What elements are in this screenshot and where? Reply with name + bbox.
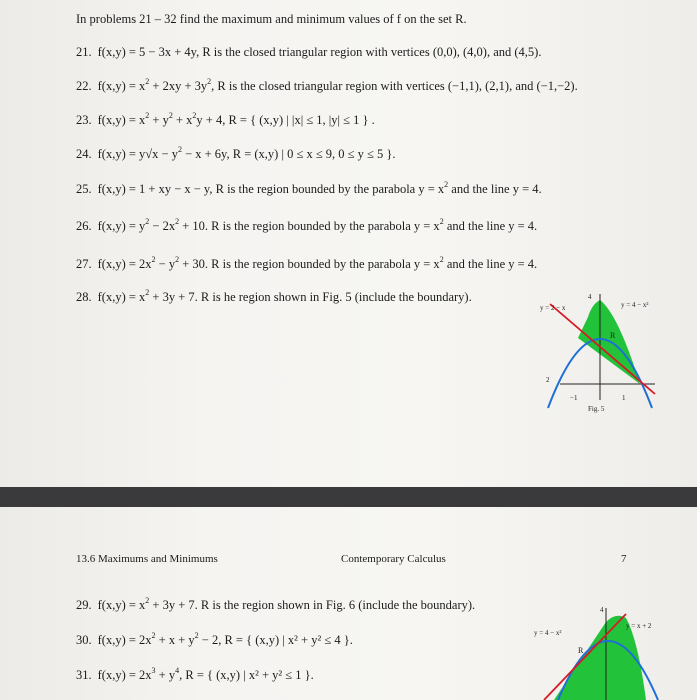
exponent: 2 xyxy=(439,217,444,226)
label-r: R xyxy=(578,646,584,655)
figure-6 xyxy=(530,600,670,700)
exponent: 2 xyxy=(444,180,449,189)
problem-text: − 2x xyxy=(149,219,176,233)
exponent: 2 xyxy=(192,111,197,120)
problem-text: f(x,y) = 2x xyxy=(97,257,152,271)
problem-text: f(x,y) = 2x xyxy=(97,668,152,682)
problem-text: + 2xy + 3y xyxy=(149,79,208,93)
problem-24 xyxy=(76,147,396,162)
problem-26 xyxy=(76,219,537,234)
problem-text: + 30. R is the region bounded by the parabola y = x xyxy=(179,257,440,271)
problem-25 xyxy=(76,182,542,197)
problem-number: 30. xyxy=(76,633,92,647)
exponent: 2 xyxy=(439,255,444,264)
problem-text: and the line y = 4. xyxy=(443,257,538,271)
problem-21 xyxy=(76,45,541,60)
exponent: 4 xyxy=(175,666,180,675)
problem-text: − 2, R = { (x,y) | x² + y² ≤ 4 }. xyxy=(198,633,353,647)
problem-text: , R = { (x,y) | x² + y² ≤ 1 }. xyxy=(179,668,314,682)
problem-28 xyxy=(76,290,472,305)
figure-5 xyxy=(530,290,665,425)
problem-text: f(x,y) = y xyxy=(97,219,146,233)
problem-number: 28. xyxy=(76,290,92,304)
problem-text: + 3y + 7. R is he region shown in Fig. 5 (include the boundary). xyxy=(149,290,472,304)
problem-text: + 10. R is the region bounded by the parabola y = x xyxy=(179,219,440,233)
problem-text: + 3y + 7. R is the region shown in Fig. 6 (include the boundary). xyxy=(149,598,476,612)
tick-neg1: −1 xyxy=(570,394,578,402)
exponent: 2 xyxy=(207,77,212,86)
figure-caption: Fig. 5 xyxy=(588,405,605,413)
exponent: 2 xyxy=(145,77,150,86)
problem-29 xyxy=(76,598,475,613)
section-header: 13.6 Maximums and Minimums xyxy=(76,553,218,565)
tick-1: 1 xyxy=(622,394,626,402)
tick-4: 4 xyxy=(600,606,604,614)
exponent: 2 xyxy=(194,631,199,640)
problem-text: + y xyxy=(149,113,169,127)
problem-text: + x xyxy=(172,113,193,127)
problem-text: f(x,y) = 2x xyxy=(97,633,152,647)
problem-text: − x + 6y, R = (x,y) | 0 ≤ x ≤ 9, 0 ≤ y ≤ 5 }. xyxy=(181,147,396,161)
page-number: 7 xyxy=(621,553,627,565)
book-title: Contemporary Calculus xyxy=(341,553,446,565)
problem-text: , R is the closed triangular region with vertices (−1,1), (2,1), and (−1,−2). xyxy=(211,79,578,93)
problem-text: f(x,y) = 1 + xy − x − y, R is the region bounded by the parabola y = x xyxy=(97,182,445,196)
exponent: 2 xyxy=(145,111,150,120)
tick-2: 2 xyxy=(546,376,550,384)
exponent: 2 xyxy=(145,217,150,226)
problem-number: 31. xyxy=(76,668,92,682)
exponent: 2 xyxy=(175,255,180,264)
exponent: 2 xyxy=(151,255,156,264)
exponent: 2 xyxy=(151,631,156,640)
problem-text: y + 4, R = { (x,y) | |x| ≤ 1, |y| ≤ 1 } . xyxy=(196,113,375,127)
problem-30 xyxy=(76,633,353,648)
label-line: y = 2 − x xyxy=(540,304,566,312)
problem-number: 29. xyxy=(76,598,92,612)
label-parabola: y = 4 − x² xyxy=(534,629,562,637)
problem-27 xyxy=(76,257,537,272)
problem-text: f(x,y) = x xyxy=(97,290,146,304)
exponent: 2 xyxy=(145,596,150,605)
problem-number: 25. xyxy=(76,182,92,196)
page-gap xyxy=(0,487,697,507)
exponent: 2 xyxy=(175,217,180,226)
problem-text: + x + y xyxy=(155,633,195,647)
exponent: 2 xyxy=(168,111,173,120)
exponent: 2 xyxy=(177,145,182,154)
tick-4: 4 xyxy=(588,293,592,301)
label-parabola: y = 4 − x² xyxy=(621,301,649,309)
problem-number: 24. xyxy=(76,147,92,161)
exponent: 2 xyxy=(145,288,150,297)
problem-number: 27. xyxy=(76,257,92,271)
problem-text: f(x,y) = x xyxy=(97,598,146,612)
problem-text: f(x,y) = x xyxy=(97,79,146,93)
problem-number: 23. xyxy=(76,113,92,127)
problem-text: and the line y = 4. xyxy=(448,182,542,196)
problem-23 xyxy=(76,113,375,128)
problem-text: + y xyxy=(155,668,176,682)
problem-text: and the line y = 4. xyxy=(443,219,538,233)
problem-number: 21. xyxy=(76,45,92,59)
label-r: R xyxy=(610,331,616,340)
problem-31 xyxy=(76,668,314,683)
problem-number: 22. xyxy=(76,79,92,93)
problem-text: f(x,y) = y√x − y xyxy=(97,147,178,161)
problem-number: 26. xyxy=(76,219,92,233)
problem-text: − y xyxy=(155,257,176,271)
problem-text: f(x,y) = x xyxy=(97,113,146,127)
problems-intro: In problems 21 – 32 find the maximum and minimum values of f on the set R. xyxy=(76,12,467,26)
problem-text: f(x,y) = 5 − 3x + 4y, R is the closed triangular region with vertices (0,0), (4,0), and (4,5). xyxy=(97,45,542,59)
exponent: 3 xyxy=(151,666,156,675)
label-line: y = x + 2 xyxy=(626,622,652,630)
problem-22 xyxy=(76,79,578,94)
